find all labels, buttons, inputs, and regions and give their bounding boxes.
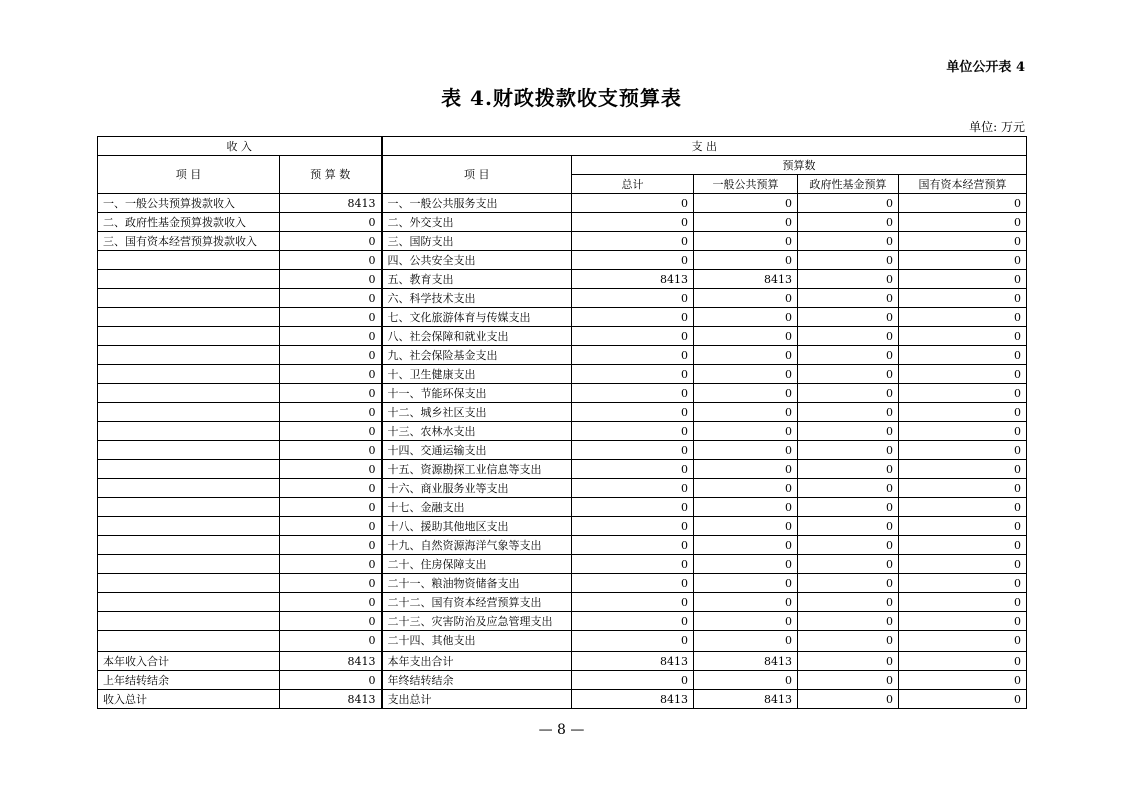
general-value-cell: 0: [694, 498, 798, 517]
table-row: [98, 593, 1027, 612]
expense-item-cell: 六、科学技术支出: [382, 289, 572, 308]
capital-value-cell: 0: [899, 517, 1027, 536]
general-value-cell: 8413: [694, 652, 798, 671]
fund-value-cell: 0: [798, 498, 899, 517]
expense-item-cell: 支出总计: [382, 690, 572, 709]
general-value-cell: 0: [694, 213, 798, 232]
general-value-cell: 0: [694, 194, 798, 213]
general-value-cell: 0: [694, 593, 798, 612]
income-value-cell: 8413: [280, 652, 382, 671]
table-row: [98, 441, 1027, 460]
fund-value-cell: 0: [798, 517, 899, 536]
fund-value-cell: 0: [798, 251, 899, 270]
table-row: [98, 612, 1027, 631]
total-value-cell: 8413: [572, 270, 694, 289]
income-item-cell: [98, 460, 280, 479]
table-row: [98, 555, 1027, 574]
income-item-cell: [98, 365, 280, 384]
capital-value-cell: 0: [899, 460, 1027, 479]
expense-item-cell: 七、文化旅游体育与传媒支出: [382, 308, 572, 327]
income-budget-header: 预 算 数: [280, 156, 382, 194]
general-value-cell: 8413: [694, 690, 798, 709]
fund-value-cell: 0: [798, 289, 899, 308]
income-item-cell: [98, 479, 280, 498]
fund-value-cell: 0: [798, 327, 899, 346]
general-value-cell: 0: [694, 384, 798, 403]
general-value-cell: 0: [694, 517, 798, 536]
expense-item-cell: 十七、金融支出: [382, 498, 572, 517]
total-value-cell: 0: [572, 479, 694, 498]
general-value-cell: 0: [694, 612, 798, 631]
income-item-cell: [98, 574, 280, 593]
capital-value-cell: 0: [899, 612, 1027, 631]
fund-value-cell: 0: [798, 574, 899, 593]
total-value-cell: 0: [572, 194, 694, 213]
general-value-cell: 0: [694, 631, 798, 652]
expense-item-cell: 九、社会保险基金支出: [382, 346, 572, 365]
total-value-cell: 0: [572, 308, 694, 327]
income-item-cell: [98, 612, 280, 631]
expense-item-cell: 一、一般公共服务支出: [382, 194, 572, 213]
capital-value-cell: 0: [899, 690, 1027, 709]
income-item-cell: 一、一般公共预算拨款收入: [98, 194, 280, 213]
subcol-general: 一般公共预算: [694, 175, 798, 194]
table-row: [98, 194, 1027, 213]
table-row: [98, 308, 1027, 327]
income-item-cell: 收入总计: [98, 690, 280, 709]
table-row: [98, 479, 1027, 498]
total-value-cell: 0: [572, 346, 694, 365]
income-header: 收 入: [98, 137, 382, 156]
income-item-cell: [98, 384, 280, 403]
total-value-cell: 0: [572, 422, 694, 441]
page-title: 表 4.财政拨款收支预算表: [441, 86, 682, 110]
total-value-cell: 0: [572, 498, 694, 517]
table-row: [98, 460, 1027, 479]
fund-value-cell: 0: [798, 612, 899, 631]
capital-value-cell: 0: [899, 365, 1027, 384]
total-value-cell: 0: [572, 631, 694, 652]
income-item-header: 项 目: [98, 156, 280, 194]
fund-value-cell: 0: [798, 536, 899, 555]
general-value-cell: 0: [694, 671, 798, 690]
capital-value-cell: 0: [899, 403, 1027, 422]
general-value-cell: 8413: [694, 270, 798, 289]
capital-value-cell: 0: [899, 270, 1027, 289]
capital-value-cell: 0: [899, 289, 1027, 308]
expense-item-cell: 十一、节能环保支出: [382, 384, 572, 403]
fund-value-cell: 0: [798, 652, 899, 671]
income-value-cell: 0: [280, 536, 382, 555]
income-value-cell: 0: [280, 289, 382, 308]
general-value-cell: 0: [694, 441, 798, 460]
income-value-cell: 0: [280, 251, 382, 270]
capital-value-cell: 0: [899, 251, 1027, 270]
capital-value-cell: 0: [899, 346, 1027, 365]
income-value-cell: 8413: [280, 194, 382, 213]
income-value-cell: 0: [280, 308, 382, 327]
total-value-cell: 0: [572, 327, 694, 346]
total-value-cell: 0: [572, 593, 694, 612]
table-row: [98, 270, 1027, 289]
expense-item-cell: 十五、资源勘探工业信息等支出: [382, 460, 572, 479]
income-value-cell: 0: [280, 612, 382, 631]
fund-value-cell: 0: [798, 479, 899, 498]
income-value-cell: 0: [280, 403, 382, 422]
capital-value-cell: 0: [899, 232, 1027, 251]
income-item-cell: [98, 270, 280, 289]
expense-header: 支 出: [382, 137, 1027, 156]
income-value-cell: 0: [280, 213, 382, 232]
income-value-cell: 0: [280, 460, 382, 479]
income-value-cell: 0: [280, 555, 382, 574]
general-value-cell: 0: [694, 232, 798, 251]
table-row: [98, 536, 1027, 555]
fund-value-cell: 0: [798, 555, 899, 574]
general-value-cell: 0: [694, 403, 798, 422]
total-value-cell: 0: [572, 536, 694, 555]
income-value-cell: 0: [280, 365, 382, 384]
general-value-cell: 0: [694, 308, 798, 327]
table-row: [98, 232, 1027, 251]
capital-value-cell: 0: [899, 671, 1027, 690]
expense-item-cell: 二十四、其他支出: [382, 631, 572, 652]
capital-value-cell: 0: [899, 327, 1027, 346]
fund-value-cell: 0: [798, 308, 899, 327]
expense-item-header: 项 目: [382, 156, 572, 194]
general-value-cell: 0: [694, 536, 798, 555]
fund-value-cell: 0: [798, 403, 899, 422]
fund-value-cell: 0: [798, 671, 899, 690]
fund-value-cell: 0: [798, 690, 899, 709]
fund-value-cell: 0: [798, 441, 899, 460]
unit-label: 单位: 万元: [969, 120, 1025, 134]
total-value-cell: 0: [572, 251, 694, 270]
fund-value-cell: 0: [798, 213, 899, 232]
total-value-cell: 0: [572, 517, 694, 536]
capital-value-cell: 0: [899, 555, 1027, 574]
total-value-cell: 0: [572, 671, 694, 690]
table-row: [98, 251, 1027, 270]
general-value-cell: 0: [694, 327, 798, 346]
fund-value-cell: 0: [798, 232, 899, 251]
page-number: — 8 —: [538, 722, 585, 738]
general-value-cell: 0: [694, 555, 798, 574]
subcol-fund: 政府性基金预算: [798, 175, 899, 194]
table-row: [98, 517, 1027, 536]
income-item-cell: 本年收入合计: [98, 652, 280, 671]
subcol-total: 总计: [572, 175, 694, 194]
expense-item-cell: 本年支出合计: [382, 652, 572, 671]
income-value-cell: 0: [280, 593, 382, 612]
total-row: [98, 652, 1027, 671]
fund-value-cell: 0: [798, 194, 899, 213]
table-row: [98, 213, 1027, 232]
income-item-cell: [98, 308, 280, 327]
table-row: [98, 631, 1027, 652]
income-item-cell: 二、政府性基金预算拨款收入: [98, 213, 280, 232]
income-value-cell: 0: [280, 346, 382, 365]
income-value-cell: 0: [280, 270, 382, 289]
table-row: [98, 422, 1027, 441]
income-value-cell: 0: [280, 574, 382, 593]
income-value-cell: 0: [280, 441, 382, 460]
total-value-cell: 0: [572, 460, 694, 479]
income-item-cell: [98, 441, 280, 460]
table-body: [98, 194, 1027, 709]
income-item-cell: [98, 289, 280, 308]
capital-value-cell: 0: [899, 422, 1027, 441]
fund-value-cell: 0: [798, 422, 899, 441]
income-item-cell: [98, 593, 280, 612]
budget-table: [97, 136, 1027, 709]
total-value-cell: 8413: [572, 690, 694, 709]
capital-value-cell: 0: [899, 593, 1027, 612]
expense-item-cell: 十二、城乡社区支出: [382, 403, 572, 422]
total-value-cell: 0: [572, 213, 694, 232]
income-item-cell: 上年结转结余: [98, 671, 280, 690]
expense-item-cell: 十四、交通运输支出: [382, 441, 572, 460]
general-value-cell: 0: [694, 479, 798, 498]
income-value-cell: 0: [280, 671, 382, 690]
capital-value-cell: 0: [899, 194, 1027, 213]
capital-value-cell: 0: [899, 498, 1027, 517]
table-row: [98, 365, 1027, 384]
income-item-cell: [98, 517, 280, 536]
capital-value-cell: 0: [899, 574, 1027, 593]
total-value-cell: 0: [572, 612, 694, 631]
income-value-cell: 8413: [280, 690, 382, 709]
income-item-cell: [98, 346, 280, 365]
fund-value-cell: 0: [798, 365, 899, 384]
total-value-cell: 0: [572, 384, 694, 403]
income-value-cell: 0: [280, 422, 382, 441]
expense-item-cell: 十八、援助其他地区支出: [382, 517, 572, 536]
fund-value-cell: 0: [798, 593, 899, 612]
total-row: [98, 671, 1027, 690]
expense-item-cell: 二、外交支出: [382, 213, 572, 232]
fund-value-cell: 0: [798, 346, 899, 365]
capital-value-cell: 0: [899, 213, 1027, 232]
total-value-cell: 0: [572, 403, 694, 422]
capital-value-cell: 0: [899, 441, 1027, 460]
capital-value-cell: 0: [899, 479, 1027, 498]
income-item-cell: [98, 403, 280, 422]
expense-item-cell: 十三、农林水支出: [382, 422, 572, 441]
total-value-cell: 0: [572, 574, 694, 593]
capital-value-cell: 0: [899, 652, 1027, 671]
expense-item-cell: 年终结转结余: [382, 671, 572, 690]
expense-item-cell: 十九、自然资源海洋气象等支出: [382, 536, 572, 555]
budget-group-header: 预算数: [572, 156, 1027, 175]
total-value-cell: 0: [572, 441, 694, 460]
income-value-cell: 0: [280, 517, 382, 536]
total-value-cell: 0: [572, 289, 694, 308]
expense-item-cell: 八、社会保障和就业支出: [382, 327, 572, 346]
income-item-cell: [98, 251, 280, 270]
income-item-cell: [98, 631, 280, 652]
income-item-cell: [98, 422, 280, 441]
table-row: [98, 498, 1027, 517]
income-item-cell: [98, 536, 280, 555]
expense-item-cell: 四、公共安全支出: [382, 251, 572, 270]
total-value-cell: 8413: [572, 652, 694, 671]
income-item-cell: [98, 555, 280, 574]
income-value-cell: 0: [280, 479, 382, 498]
capital-value-cell: 0: [899, 308, 1027, 327]
general-value-cell: 0: [694, 422, 798, 441]
expense-item-cell: 十、卫生健康支出: [382, 365, 572, 384]
table-row: [98, 574, 1027, 593]
capital-value-cell: 0: [899, 631, 1027, 652]
income-item-cell: 三、国有资本经营预算拨款收入: [98, 232, 280, 251]
capital-value-cell: 0: [899, 536, 1027, 555]
expense-item-cell: 二十一、粮油物资储备支出: [382, 574, 572, 593]
total-value-cell: 0: [572, 232, 694, 251]
expense-item-cell: 二十三、灾害防治及应急管理支出: [382, 612, 572, 631]
capital-value-cell: 0: [899, 384, 1027, 403]
expense-item-cell: 十六、商业服务业等支出: [382, 479, 572, 498]
total-value-cell: 0: [572, 365, 694, 384]
income-value-cell: 0: [280, 327, 382, 346]
table-row: [98, 384, 1027, 403]
general-value-cell: 0: [694, 346, 798, 365]
expense-item-cell: 二十二、国有资本经营预算支出: [382, 593, 572, 612]
income-value-cell: 0: [280, 384, 382, 403]
income-item-cell: [98, 498, 280, 517]
general-value-cell: 0: [694, 251, 798, 270]
general-value-cell: 0: [694, 574, 798, 593]
income-item-cell: [98, 327, 280, 346]
general-value-cell: 0: [694, 460, 798, 479]
total-value-cell: 0: [572, 555, 694, 574]
subcol-capital: 国有资本经营预算: [899, 175, 1027, 194]
expense-item-cell: 三、国防支出: [382, 232, 572, 251]
income-value-cell: 0: [280, 498, 382, 517]
fund-value-cell: 0: [798, 384, 899, 403]
income-value-cell: 0: [280, 232, 382, 251]
table-tag: 单位公开表 4: [946, 60, 1025, 75]
general-value-cell: 0: [694, 365, 798, 384]
fund-value-cell: 0: [798, 270, 899, 289]
total-row: [98, 690, 1027, 709]
table-row: [98, 346, 1027, 365]
expense-item-cell: 五、教育支出: [382, 270, 572, 289]
table-row: [98, 289, 1027, 308]
income-value-cell: 0: [280, 631, 382, 652]
fund-value-cell: 0: [798, 460, 899, 479]
general-value-cell: 0: [694, 289, 798, 308]
table-row: [98, 403, 1027, 422]
expense-item-cell: 二十、住房保障支出: [382, 555, 572, 574]
fund-value-cell: 0: [798, 631, 899, 652]
table-row: [98, 327, 1027, 346]
